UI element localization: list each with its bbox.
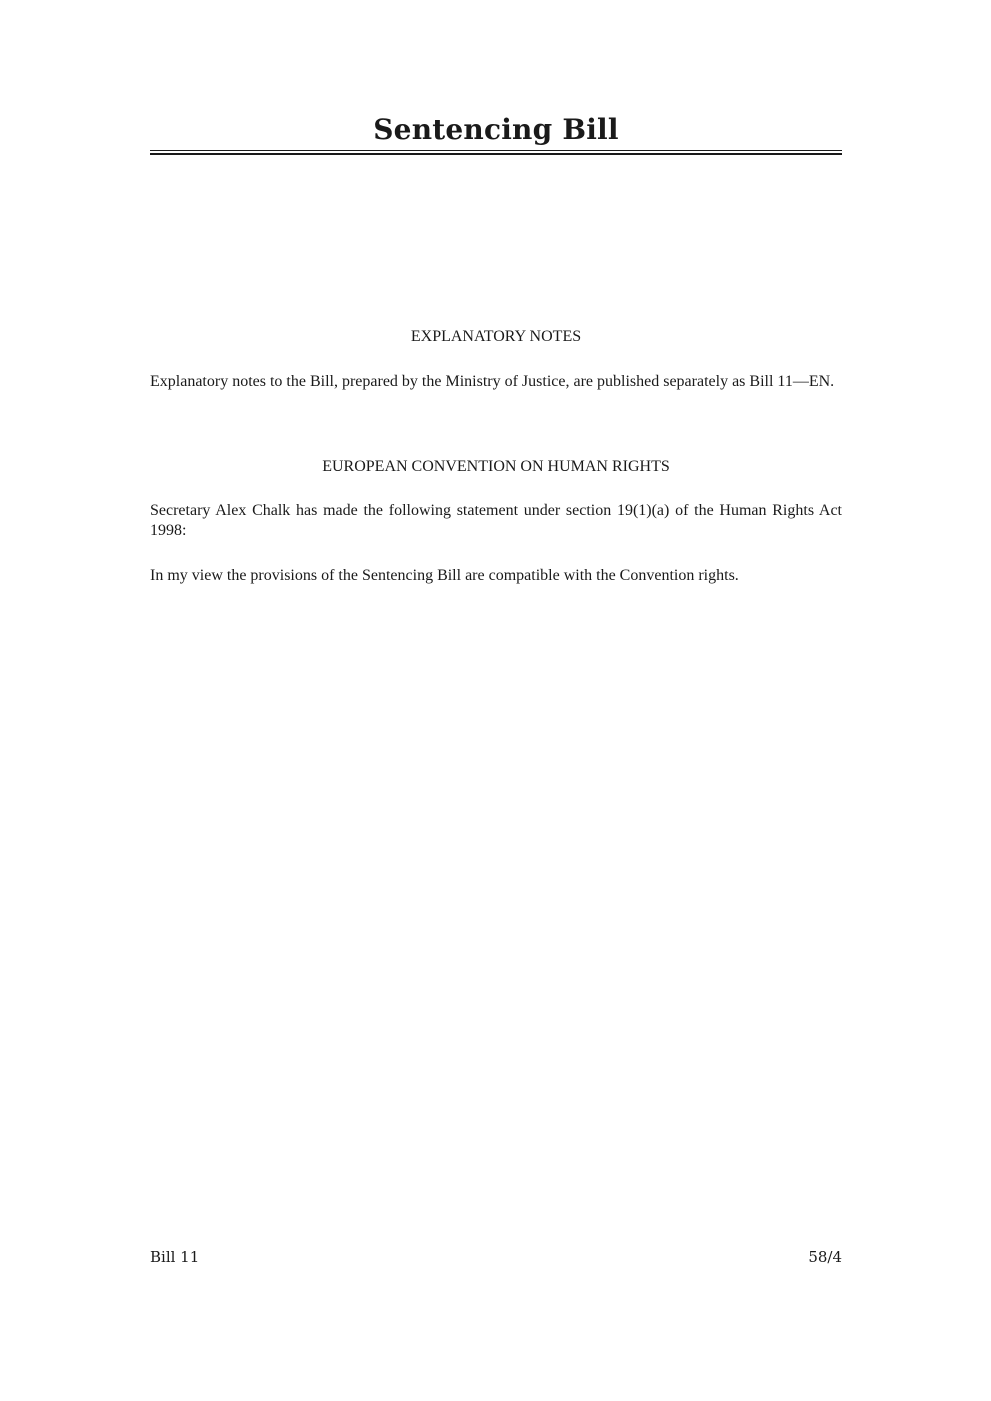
explanatory-notes-paragraph: Explanatory notes to the Bill, prepared by the Ministry of Justice, are published separately as Bill 11—EN. [150,373,835,390]
footer-bill-number: Bill 11 [150,1248,200,1266]
footer-print-reference: 58/4 [808,1248,842,1266]
document-title: Sentencing Bill [373,113,619,146]
echr-statement-paragraph: Secretary Alex Chalk has made the following statement under section 19(1)(a) of the Human Rights Act 1998: [150,502,842,539]
echr-heading: EUROPEAN CONVENTION ON HUMAN RIGHTS [322,458,670,475]
echr-view-paragraph: In my view the provisions of the Sentencing Bill are compatible with the Convention rights. [150,567,739,584]
explanatory-notes-heading: EXPLANATORY NOTES [410,328,582,345]
title-rule-thick [150,153,842,155]
title-rule-thin [150,150,842,151]
